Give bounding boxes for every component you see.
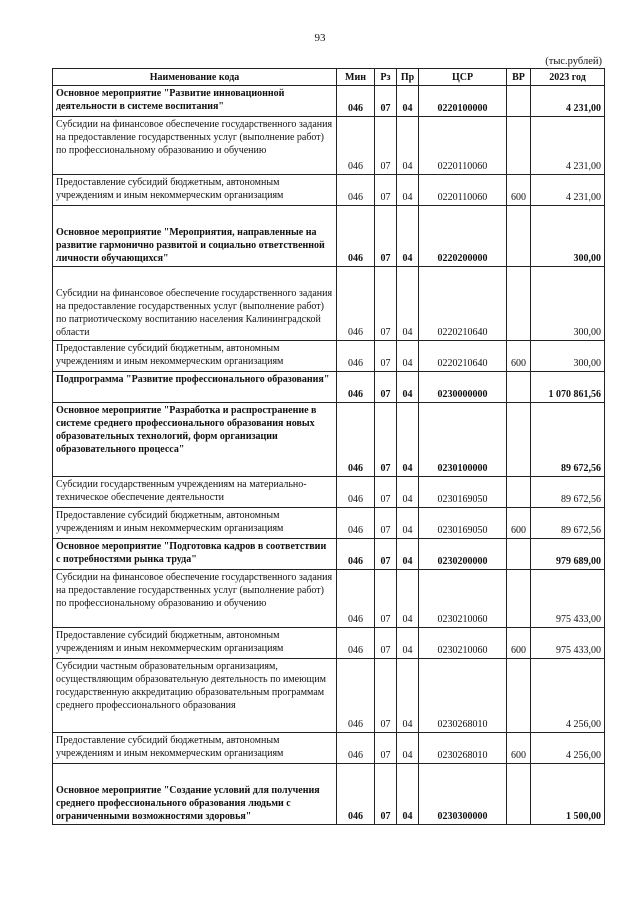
- table-row: [53, 733, 605, 764]
- row-rz: 07: [375, 508, 397, 539]
- row-min: 046: [337, 508, 375, 539]
- table-row: [53, 628, 605, 659]
- row-csr: 0230200000: [419, 539, 507, 570]
- row-name: Субсидии на финансовое обеспечение государственного задания на предоставление государственных услуг (выполнение работ) по профессиональному образованию и обучению: [53, 117, 337, 175]
- row-min: 046: [337, 477, 375, 508]
- row-pr: 04: [397, 764, 419, 825]
- table-row: [53, 403, 605, 477]
- row-name: Предоставление субсидий бюджетным, автономным учреждениям и иным некоммерческим организациям: [53, 628, 337, 659]
- row-min: 046: [337, 539, 375, 570]
- row-name: Основное мероприятие "Подготовка кадров в соответствии с потребностями рынка труда": [53, 539, 337, 570]
- row-name: Субсидии частным образовательным организациям, осуществляющим образовательную деятельность по имеющим государственную аккредитацию образовательным программам среднего профессионального образования: [53, 659, 337, 733]
- row-vr: [507, 372, 531, 403]
- row-csr: 0220100000: [419, 86, 507, 117]
- row-csr: 0220200000: [419, 206, 507, 267]
- header-name: Наименование кода: [53, 69, 337, 86]
- row-min: 046: [337, 206, 375, 267]
- header-pr: Пр: [397, 69, 419, 86]
- row-vr: [507, 477, 531, 508]
- budget-table: [52, 68, 605, 825]
- row-amount: 4 231,00: [531, 117, 605, 175]
- row-vr: 600: [507, 733, 531, 764]
- row-pr: 04: [397, 477, 419, 508]
- table-row: [53, 206, 605, 267]
- row-vr: 600: [507, 628, 531, 659]
- row-name: Основное мероприятие "Создание условий для получения среднего профессионального образования людьми с ограниченными возможностями здоровья": [53, 764, 337, 825]
- row-vr: [507, 659, 531, 733]
- row-rz: 07: [375, 341, 397, 372]
- row-amount: 89 672,56: [531, 508, 605, 539]
- table-row: [53, 477, 605, 508]
- row-pr: 04: [397, 570, 419, 628]
- row-amount: 979 689,00: [531, 539, 605, 570]
- row-name: Предоставление субсидий бюджетным, автономным учреждениям и иным некоммерческим организациям: [53, 733, 337, 764]
- row-rz: 07: [375, 628, 397, 659]
- row-pr: 04: [397, 508, 419, 539]
- row-name: Предоставление субсидий бюджетным, автономным учреждениям и иным некоммерческим организациям: [53, 175, 337, 206]
- row-min: 046: [337, 175, 375, 206]
- row-amount: 1 070 861,56: [531, 372, 605, 403]
- row-name: Субсидии государственным учреждениям на материально-техническое обеспечение деятельности: [53, 477, 337, 508]
- row-amount: 4 231,00: [531, 86, 605, 117]
- row-csr: 0230210060: [419, 570, 507, 628]
- row-vr: [507, 403, 531, 477]
- row-min: 046: [337, 86, 375, 117]
- row-rz: 07: [375, 175, 397, 206]
- row-amount: 89 672,56: [531, 403, 605, 477]
- row-name: Субсидии на финансовое обеспечение государственного задания на предоставление государственных услуг (выполнение работ) по профессиональному образованию и обучению: [53, 570, 337, 628]
- row-amount: 4 256,00: [531, 659, 605, 733]
- row-csr: 0230169050: [419, 477, 507, 508]
- row-rz: 07: [375, 267, 397, 341]
- row-amount: 4 231,00: [531, 175, 605, 206]
- row-vr: [507, 570, 531, 628]
- row-min: 046: [337, 372, 375, 403]
- row-amount: 975 433,00: [531, 628, 605, 659]
- row-vr: [507, 764, 531, 825]
- table-row: [53, 508, 605, 539]
- row-vr: [507, 86, 531, 117]
- row-vr: [507, 206, 531, 267]
- row-pr: 04: [397, 372, 419, 403]
- row-min: 046: [337, 764, 375, 825]
- header-csr: ЦСР: [419, 69, 507, 86]
- row-min: 046: [337, 733, 375, 764]
- row-rz: 07: [375, 206, 397, 267]
- table-row: [53, 86, 605, 117]
- row-csr: 0220210640: [419, 267, 507, 341]
- row-name: Подпрограмма "Развитие профессионального образования": [53, 372, 337, 403]
- row-amount: 1 500,00: [531, 764, 605, 825]
- row-rz: 07: [375, 477, 397, 508]
- row-name: Предоставление субсидий бюджетным, автономным учреждениям и иным некоммерческим организациям: [53, 341, 337, 372]
- table-row: [53, 764, 605, 825]
- row-rz: 07: [375, 117, 397, 175]
- row-pr: 04: [397, 206, 419, 267]
- header-vr: ВР: [507, 69, 531, 86]
- page-number: 93: [314, 32, 326, 44]
- row-name: Основное мероприятие "Мероприятия, направленные на развитие гармонично развитой и социально ответственной личности обучающихся": [53, 206, 337, 267]
- row-min: 046: [337, 341, 375, 372]
- row-rz: 07: [375, 733, 397, 764]
- row-csr: 0220110060: [419, 175, 507, 206]
- table-row: [53, 341, 605, 372]
- row-csr: 0230000000: [419, 372, 507, 403]
- row-vr: 600: [507, 341, 531, 372]
- row-amount: 300,00: [531, 341, 605, 372]
- row-pr: 04: [397, 117, 419, 175]
- row-pr: 04: [397, 267, 419, 341]
- row-rz: 07: [375, 764, 397, 825]
- row-pr: 04: [397, 86, 419, 117]
- row-vr: [507, 117, 531, 175]
- row-pr: 04: [397, 341, 419, 372]
- row-csr: 0230210060: [419, 628, 507, 659]
- table-row: [53, 117, 605, 175]
- row-rz: 07: [375, 570, 397, 628]
- units-label: (тыс.рублей): [545, 56, 602, 67]
- row-min: 046: [337, 659, 375, 733]
- table-header-row: [53, 69, 605, 86]
- row-vr: 600: [507, 508, 531, 539]
- table-row: [53, 659, 605, 733]
- row-vr: [507, 539, 531, 570]
- row-min: 046: [337, 403, 375, 477]
- row-name: Субсидии на финансовое обеспечение государственного задания на предоставление государственных услуг (выполнение работ) по патриотическому воспитанию населения Калининградской области: [53, 267, 337, 341]
- row-pr: 04: [397, 628, 419, 659]
- row-min: 046: [337, 117, 375, 175]
- row-csr: 0230169050: [419, 508, 507, 539]
- table-row: [53, 539, 605, 570]
- row-amount: 300,00: [531, 267, 605, 341]
- row-pr: 04: [397, 403, 419, 477]
- row-csr: 0220210640: [419, 341, 507, 372]
- row-csr: 0230268010: [419, 733, 507, 764]
- header-rz: Рз: [375, 69, 397, 86]
- row-vr: 600: [507, 175, 531, 206]
- row-csr: 0230268010: [419, 659, 507, 733]
- row-min: 046: [337, 628, 375, 659]
- row-pr: 04: [397, 539, 419, 570]
- row-pr: 04: [397, 659, 419, 733]
- header-min: Мин: [337, 69, 375, 86]
- row-rz: 07: [375, 403, 397, 477]
- row-rz: 07: [375, 539, 397, 570]
- row-csr: 0220110060: [419, 117, 507, 175]
- row-name: Основное мероприятие "Развитие инновационной деятельности в системе воспитания": [53, 86, 337, 117]
- row-amount: 300,00: [531, 206, 605, 267]
- table-row: [53, 267, 605, 341]
- table-row: [53, 570, 605, 628]
- row-min: 046: [337, 570, 375, 628]
- row-name: Предоставление субсидий бюджетным, автономным учреждениям и иным некоммерческим организациям: [53, 508, 337, 539]
- table-row: [53, 175, 605, 206]
- row-amount: 975 433,00: [531, 570, 605, 628]
- row-pr: 04: [397, 733, 419, 764]
- header-year: 2023 год: [531, 69, 605, 86]
- row-vr: [507, 267, 531, 341]
- row-csr: 0230100000: [419, 403, 507, 477]
- row-rz: 07: [375, 659, 397, 733]
- row-rz: 07: [375, 372, 397, 403]
- row-csr: 0230300000: [419, 764, 507, 825]
- row-amount: 89 672,56: [531, 477, 605, 508]
- row-name: Основное мероприятие "Разработка и распространение в системе среднего профессионального образования новых образовательных технологий, форм организации образовательного процесса": [53, 403, 337, 477]
- table-row: [53, 372, 605, 403]
- row-pr: 04: [397, 175, 419, 206]
- row-rz: 07: [375, 86, 397, 117]
- row-amount: 4 256,00: [531, 733, 605, 764]
- row-min: 046: [337, 267, 375, 341]
